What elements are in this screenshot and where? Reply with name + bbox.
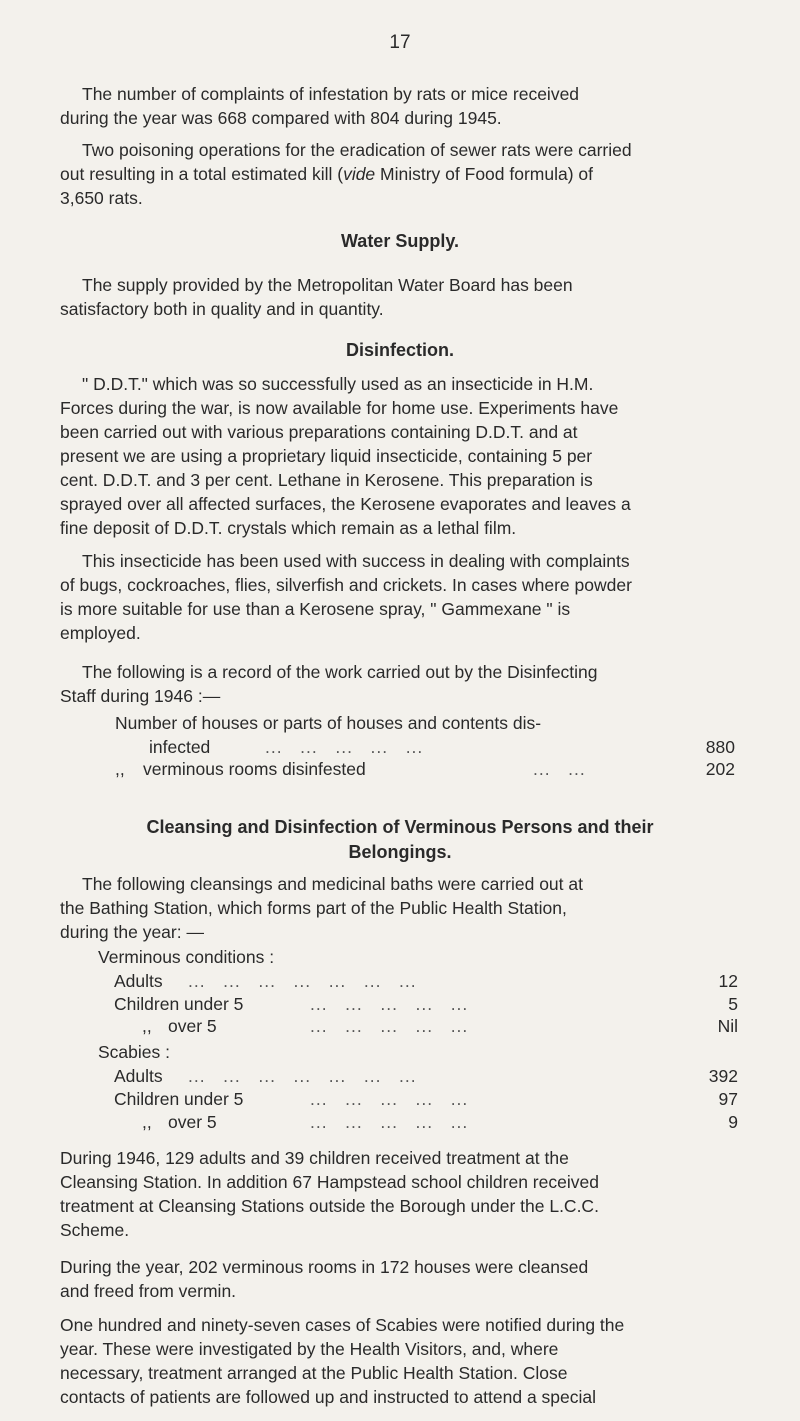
text-line: During the year, 202 verminous rooms in 172 houses were cleansed [60,1257,589,1277]
text-line: Staff during 1946 :— [60,686,221,706]
text-line: The supply provided by the Metropolitan Water Board has been [82,275,573,295]
table-row: Children under 5 ... ... ... ... ... 5 [114,994,738,1014]
text-line: During 1946, 129 adults and 39 children received treatment at the [60,1148,569,1168]
paragraph-rat-complaints [60,82,750,130]
text-line: contacts of patients are followed up and instructed to attend a special [60,1387,597,1407]
row-value: 97 [718,1089,738,1109]
row-label: Adults [114,1066,163,1086]
table-section-title [98,945,738,969]
table-row: ,, verminous rooms disinfested ... ... 202 [115,759,735,779]
text-line: The number of complaints of infestation by rats or mice received [82,84,580,104]
table-row: Adults ... ... ... ... ... ... ... 12 [114,971,738,991]
paragraph-verminous-rooms [60,1255,750,1303]
text-line: and freed from vermin. [60,1281,237,1301]
row-label: Adults [114,971,163,991]
text-line: Forces during the war, is now available for home use. Experiments have [60,398,619,418]
paragraph-ddt [60,372,750,540]
text-line: during the year was 668 compared with 804 during 1945. [60,108,502,128]
text-line: This insecticide has been used with success in dealing with complaints [82,551,630,571]
text-line: " D.D.T." which was so successfully used as an insecticide in H.M. [82,374,594,394]
paragraph-poisoning [60,138,750,210]
row-label: over 5 [168,1016,217,1036]
text-line: Cleansing Station. In addition 67 Hampstead school children received [60,1172,599,1192]
paragraph-disinfecting-staff [60,660,750,708]
paragraph-scabies-cases [60,1313,750,1409]
text-line: Two poisoning operations for the eradication of sewer rats were carried [82,140,632,160]
row-label: Children under 5 [114,1089,244,1109]
table-row: ,, over 5 ... ... ... ... ... 9 [142,1112,738,1132]
text-line: year. These were investigated by the Health Visitors, and, where [60,1339,559,1359]
row-value: 12 [718,971,738,991]
row-value: 392 [708,1066,738,1086]
text-line: sprayed over all affected surfaces, the Kerosene evaporates and leaves a [60,494,631,514]
text-line: the Bathing Station, which forms part of the Public Health Station, [60,898,567,918]
table-row: Adults ... ... ... ... ... ... ... 392 [114,1066,738,1086]
row-value: 5 [728,994,738,1014]
text-line: satisfactory both in quality and in quantity. [60,299,384,319]
row-label: verminous rooms disinfested [143,759,366,779]
heading-line: Cleansing and Disinfection of Verminous Persons and their [146,817,654,837]
text-line: been carried out with various preparations containing D.D.T. and at [60,422,578,442]
ditto-mark: ,, [142,1016,152,1036]
ditto-mark: ,, [142,1112,152,1132]
text-line: employed. [60,623,141,643]
heading-water-supply: Water Supply. [340,231,459,251]
row-label: infected [149,737,211,757]
text-line: during the year: — [60,922,204,942]
table-section-title [98,1040,738,1064]
table-row: Children under 5 ... ... ... ... ... 97 [114,1089,738,1109]
heading-cleansing [0,815,800,865]
row-value: Nil [717,1016,738,1036]
text-line: is more suitable for use than a Kerosene spray, " Gammexane " is [60,599,571,619]
row-label: Children under 5 [114,994,244,1014]
row-value: 202 [705,759,735,779]
row-label: over 5 [168,1112,217,1132]
text-line: treatment at Cleansing Stations outside the Borough under the L.C.C. [60,1196,599,1216]
row-value: 9 [728,1112,738,1132]
table-row: infected ... ... ... ... ... 880 [149,737,735,757]
text-line: necessary, treatment arranged at the Public Health Station. Close [60,1363,568,1383]
text-line: fine deposit of D.D.T. crystals which remain as a lethal film. [60,518,517,538]
paragraph-cleansing-station [60,1146,750,1242]
paragraph-insecticide [60,549,750,645]
paragraph-water-supply [60,273,750,321]
text-line: of bugs, cockroaches, flies, silverfish and crickets. In cases where powder [60,575,632,595]
page-number: 17 [389,32,411,53]
text-line: 3,650 rats. [60,188,143,208]
heading-line: Belongings. [348,842,452,862]
text-line: cent. D.D.T. and 3 per cent. Lethane in Kerosene. This preparation is [60,470,593,490]
table-row: ,, over 5 ... ... ... ... ... Nil [142,1016,738,1036]
ditto-mark: ,, [115,759,125,779]
text-line: The following is a record of the work carried out by the Disinfecting [82,662,598,682]
row-label: Number of houses or parts of houses and contents dis- [115,713,542,733]
section-label: Verminous conditions : [98,947,275,967]
text-line: out resulting in a total estimated kill (vide Ministry of Food formula) of [60,164,594,184]
text-line: One hundred and ninety-seven cases of Scabies were notified during the [60,1315,625,1335]
text-line: Scheme. [60,1220,130,1240]
row-value: 880 [705,737,735,757]
text-line: The following cleansings and medicinal baths were carried out at [82,874,583,894]
heading-disinfection: Disinfection. [345,340,454,360]
text-line: present we are using a proprietary liquid insecticide, containing 5 per [60,446,593,466]
paragraph-bathing-station [60,872,750,944]
table-row [115,711,735,735]
section-label: Scabies : [98,1042,170,1062]
